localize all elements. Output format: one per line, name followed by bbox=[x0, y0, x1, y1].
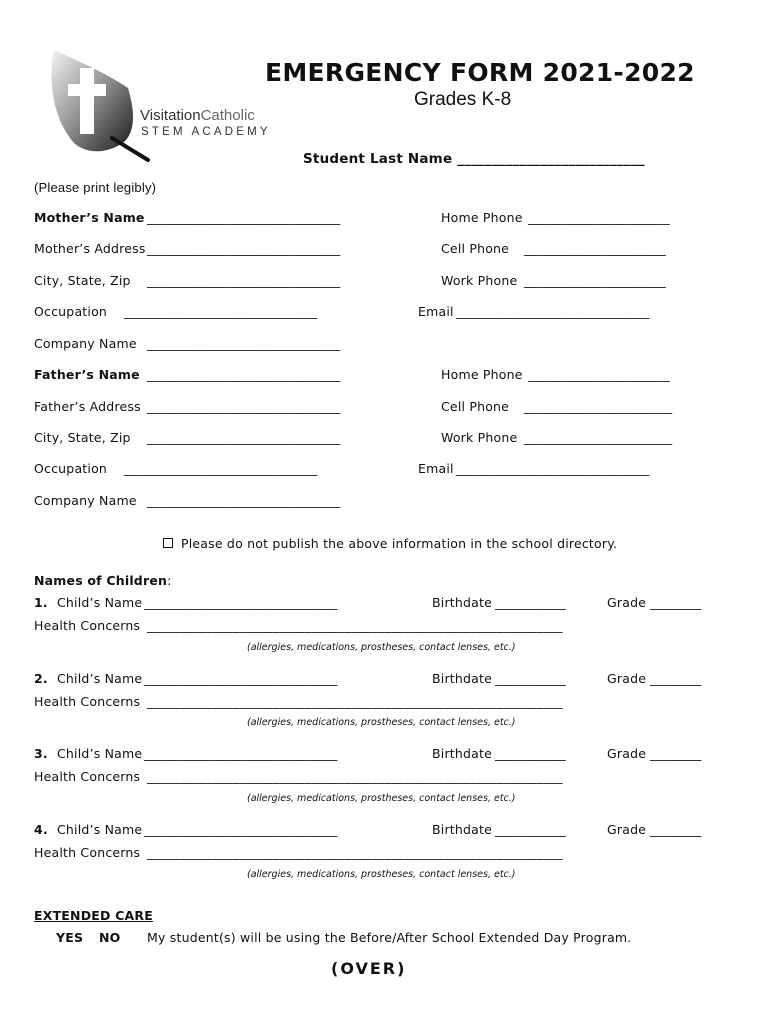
mother-company-label: Company Name bbox=[34, 336, 137, 351]
child-1-birthdate-label: Birthdate bbox=[432, 595, 492, 610]
extended-care-no-option[interactable]: NO bbox=[99, 930, 121, 945]
school-subname: STEM ACADEMY bbox=[141, 126, 271, 138]
father-email-label: Email bbox=[418, 461, 454, 476]
father-city-label: City, State, Zip bbox=[34, 430, 131, 445]
school-name-part1: Visitation bbox=[140, 107, 201, 124]
child-3-health-field[interactable]: _______________________________________________________________ bbox=[147, 769, 563, 784]
child-3-grade-field[interactable]: ________ bbox=[650, 746, 702, 761]
school-name-part2: Catholic bbox=[200, 107, 255, 124]
father-home-phone-label: Home Phone bbox=[441, 367, 523, 382]
child-4-grade-field[interactable]: ________ bbox=[650, 822, 702, 837]
child-1-name-label: Child’s Name bbox=[57, 595, 143, 610]
child-2-number: 2. bbox=[34, 671, 48, 686]
child-3-name-label: Child’s Name bbox=[57, 746, 143, 761]
father-name-field[interactable]: ______________________________ bbox=[147, 367, 341, 382]
directory-opt-out[interactable] bbox=[163, 536, 617, 551]
mother-home-phone-field[interactable]: ______________________ bbox=[528, 210, 670, 225]
father-occupation-field[interactable]: ______________________________ bbox=[124, 461, 318, 476]
child-3-birthdate-label: Birthdate bbox=[432, 746, 492, 761]
over-note: (OVER) bbox=[331, 959, 407, 978]
children-heading bbox=[34, 573, 172, 588]
mother-city-field[interactable]: ______________________________ bbox=[147, 273, 341, 288]
child-1-grade-field[interactable]: ________ bbox=[650, 595, 702, 610]
child-3-name-field[interactable]: ______________________________ bbox=[144, 746, 338, 761]
child-1-name-field[interactable]: ______________________________ bbox=[144, 595, 338, 610]
child-4-name-field[interactable]: ______________________________ bbox=[144, 822, 338, 837]
child-1-health-label: Health Concerns bbox=[34, 618, 141, 633]
child-1-grade-label: Grade bbox=[607, 595, 647, 610]
child-4-birthdate-label: Birthdate bbox=[432, 822, 492, 837]
father-work-phone-field[interactable]: _______________________ bbox=[524, 430, 673, 445]
child-2-grade-label: Grade bbox=[607, 671, 647, 686]
child-3-number: 3. bbox=[34, 746, 48, 761]
mother-city-label: City, State, Zip bbox=[34, 273, 131, 288]
children-heading-text: Names of Children bbox=[34, 573, 168, 588]
child-4-health-note: (allergies, medications, prostheses, contact lenses, etc.) bbox=[247, 869, 516, 880]
child-1-number: 1. bbox=[34, 595, 48, 610]
child-2-health-label: Health Concerns bbox=[34, 694, 141, 709]
father-company-label: Company Name bbox=[34, 493, 137, 508]
child-1-health-note: (allergies, medications, prostheses, contact lenses, etc.) bbox=[247, 642, 516, 653]
mother-name-field[interactable]: ______________________________ bbox=[147, 210, 341, 225]
directory-opt-out-label: Please do not publish the above information in the school directory. bbox=[181, 536, 618, 551]
student-last-name-field[interactable]: Student Last Name ___________________________ bbox=[303, 151, 645, 167]
father-home-phone-field[interactable]: ______________________ bbox=[528, 367, 670, 382]
child-4-health-field[interactable]: _______________________________________________________________ bbox=[147, 845, 563, 860]
father-address-label: Father’s Address bbox=[34, 399, 141, 414]
child-4-grade-label: Grade bbox=[607, 822, 647, 837]
father-cell-phone-field[interactable]: _______________________ bbox=[524, 399, 673, 414]
print-note: (Please print legibly) bbox=[34, 180, 157, 195]
mother-home-phone-label: Home Phone bbox=[441, 210, 523, 225]
child-3-birthdate-field[interactable]: ___________ bbox=[495, 746, 566, 761]
mother-cell-phone-label: Cell Phone bbox=[441, 241, 510, 256]
father-occupation-label: Occupation bbox=[34, 461, 108, 476]
child-3-health-label: Health Concerns bbox=[34, 769, 141, 784]
mother-company-field[interactable]: ______________________________ bbox=[147, 336, 341, 351]
father-company-field[interactable]: ______________________________ bbox=[147, 493, 341, 508]
father-name-label: Father’s Name bbox=[34, 367, 140, 382]
school-name bbox=[140, 107, 255, 124]
child-1-birthdate-field[interactable]: ___________ bbox=[495, 595, 566, 610]
child-2-birthdate-label: Birthdate bbox=[432, 671, 492, 686]
child-4-name-label: Child’s Name bbox=[57, 822, 143, 837]
father-cell-phone-label: Cell Phone bbox=[441, 399, 510, 414]
child-4-birthdate-field[interactable]: ___________ bbox=[495, 822, 566, 837]
children-heading-colon: : bbox=[167, 573, 172, 588]
child-2-health-field[interactable]: _______________________________________________________________ bbox=[147, 694, 563, 709]
directory-opt-out-checkbox[interactable] bbox=[163, 538, 173, 548]
mother-email-field[interactable]: ______________________________ bbox=[456, 304, 650, 319]
mother-name-label: Mother’s Name bbox=[34, 210, 145, 225]
father-work-phone-label: Work Phone bbox=[441, 430, 518, 445]
extended-care-text: My student(s) will be using the Before/After School Extended Day Program. bbox=[147, 930, 632, 945]
extended-care-heading: EXTENDED CARE bbox=[34, 908, 153, 923]
child-3-health-note: (allergies, medications, prostheses, contact lenses, etc.) bbox=[247, 793, 516, 804]
father-city-field[interactable]: ______________________________ bbox=[147, 430, 341, 445]
father-address-field[interactable]: ______________________________ bbox=[147, 399, 341, 414]
mother-cell-phone-field[interactable]: ______________________ bbox=[524, 241, 666, 256]
child-3-grade-label: Grade bbox=[607, 746, 647, 761]
mother-email-label: Email bbox=[418, 304, 454, 319]
child-2-birthdate-field[interactable]: ___________ bbox=[495, 671, 566, 686]
mother-occupation-field[interactable]: ______________________________ bbox=[124, 304, 318, 319]
mother-work-phone-field[interactable]: ______________________ bbox=[524, 273, 666, 288]
child-2-health-note: (allergies, medications, prostheses, contact lenses, etc.) bbox=[247, 717, 516, 728]
form-title: EMERGENCY FORM 2021-2022 bbox=[265, 58, 695, 87]
mother-work-phone-label: Work Phone bbox=[441, 273, 518, 288]
child-4-number: 4. bbox=[34, 822, 48, 837]
child-1-health-field[interactable]: _______________________________________________________________ bbox=[147, 618, 563, 633]
child-4-health-label: Health Concerns bbox=[34, 845, 141, 860]
mother-address-label: Mother’s Address bbox=[34, 241, 146, 256]
child-2-name-label: Child’s Name bbox=[57, 671, 143, 686]
child-2-name-field[interactable]: ______________________________ bbox=[144, 671, 338, 686]
mother-address-field[interactable]: ______________________________ bbox=[147, 241, 341, 256]
extended-care-yes-option[interactable]: YES bbox=[56, 930, 84, 945]
father-email-field[interactable]: ______________________________ bbox=[456, 461, 650, 476]
mother-occupation-label: Occupation bbox=[34, 304, 108, 319]
form-subtitle: Grades K-8 bbox=[414, 89, 512, 110]
child-2-grade-field[interactable]: ________ bbox=[650, 671, 702, 686]
